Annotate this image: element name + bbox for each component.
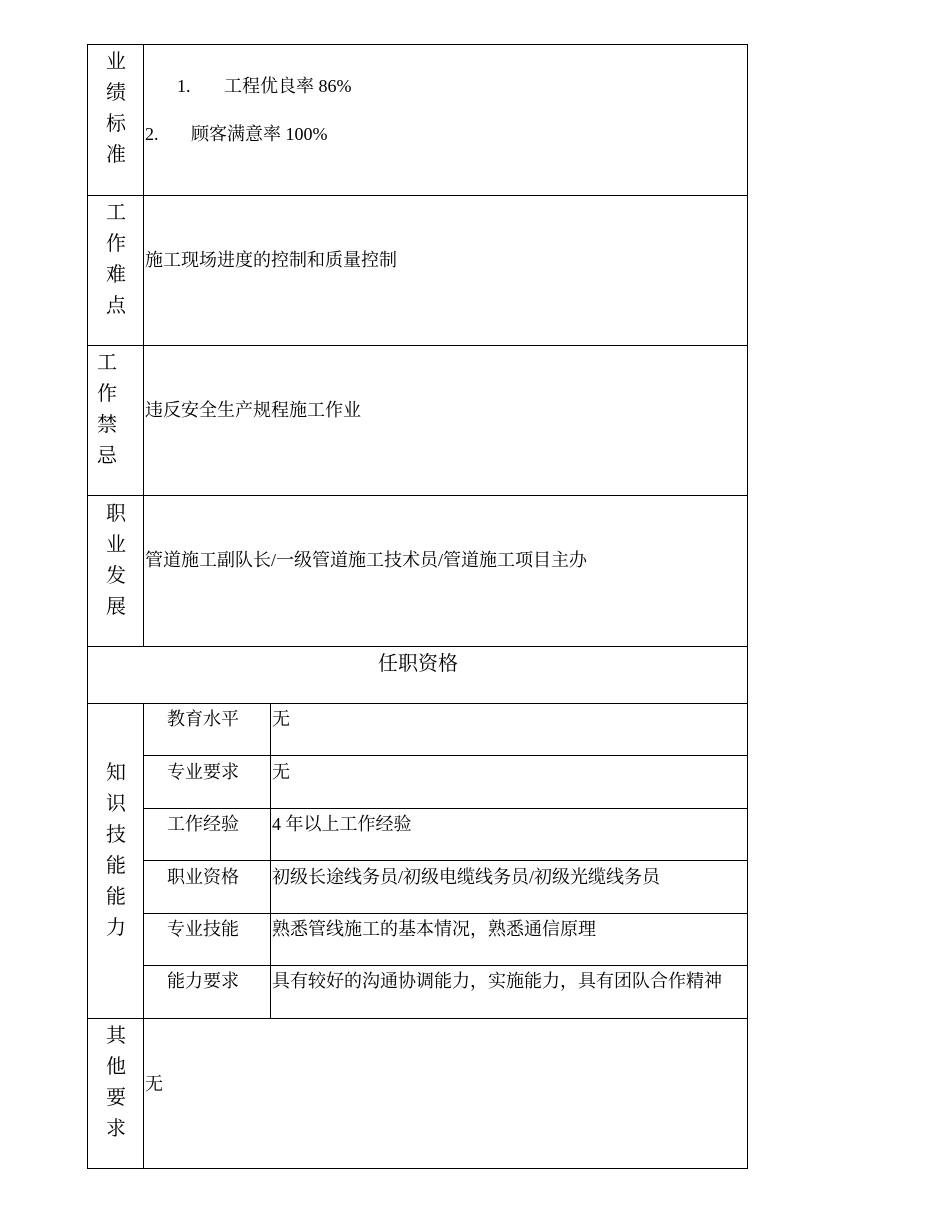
performance-item-2 [145, 123, 328, 145]
table-border-right [747, 44, 748, 1169]
row-separator [87, 646, 748, 647]
table-border-left [87, 44, 88, 1169]
table-border-top [87, 44, 748, 45]
taboo-label: 工 作 禁 忌 [97, 352, 117, 467]
row-separator [87, 703, 748, 704]
qualifications-label: 知 识 技 能 能 力 [106, 762, 126, 939]
qual-key-major: 专业要求 [167, 762, 239, 782]
other-label: 其 他 要 求 [106, 1025, 126, 1140]
qual-key-certification: 职业资格 [167, 867, 239, 887]
row-separator [87, 195, 748, 196]
career-label: 职 业 发 展 [106, 503, 126, 618]
difficulty-text: 施工现场进度的控制和质量控制 [145, 250, 397, 270]
row-separator [87, 345, 748, 346]
difficulty-label: 工 作 难 点 [106, 202, 126, 317]
qual-key-experience: 工作经验 [167, 814, 239, 834]
row-separator [87, 1018, 748, 1019]
label-column-divider-lower [143, 703, 144, 1169]
qual-key-education: 教育水平 [167, 709, 239, 729]
qual-key-abilities: 能力要求 [167, 971, 239, 991]
list-text: 工程优良率 86% [224, 76, 352, 96]
list-number: 2. [145, 124, 159, 144]
qual-value-certification: 初级长途线务员/初级电缆线务员/初级光缆线务员 [272, 867, 660, 887]
qual-row-separator [143, 913, 748, 914]
qual-row-separator [143, 965, 748, 966]
list-text: 顾客满意率 100% [191, 124, 328, 144]
qual-row-separator [143, 860, 748, 861]
other-text: 无 [145, 1074, 163, 1094]
qual-value-experience: 4 年以上工作经验 [272, 814, 412, 834]
row-separator [87, 495, 748, 496]
table-border-bottom [87, 1168, 748, 1169]
qual-value-skills: 熟悉管线施工的基本情况，熟悉通信原理 [272, 919, 596, 939]
qual-value-education: 无 [272, 709, 290, 729]
career-text: 管道施工副队长/一级管道施工技术员/管道施工项目主办 [145, 550, 587, 570]
qual-value-major: 无 [272, 762, 290, 782]
qual-key-skills: 专业技能 [167, 919, 239, 939]
qual-row-separator [143, 808, 748, 809]
performance-label: 业 绩 标 准 [106, 51, 126, 166]
qual-key-divider [270, 703, 271, 1019]
list-number: 1. [177, 76, 191, 96]
qual-value-abilities: 具有较好的沟通协调能力，实施能力，具有团队合作精神 [272, 971, 722, 991]
performance-item-1 [177, 75, 352, 97]
qual-row-separator [143, 755, 748, 756]
qualifications-heading: 任职资格 [378, 653, 458, 675]
taboo-text: 违反安全生产规程施工作业 [145, 400, 361, 420]
